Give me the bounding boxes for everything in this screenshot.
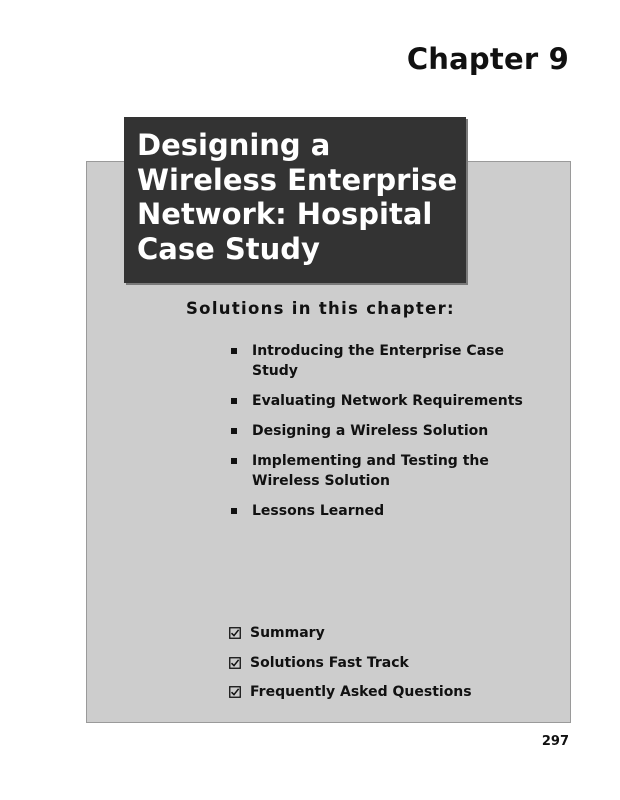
solutions-list-item-text: Introducing the Enterprise Case Study bbox=[252, 343, 504, 379]
solutions-list-item bbox=[230, 501, 550, 521]
checklist-item bbox=[229, 653, 549, 673]
checklist-item-text: Summary bbox=[250, 625, 325, 641]
square-bullet-icon bbox=[231, 348, 237, 354]
checkbox-checked-icon bbox=[229, 627, 241, 639]
chapter-title-line: Network: Hospital bbox=[137, 197, 433, 231]
checklist-item-text: Frequently Asked Questions bbox=[250, 684, 472, 700]
square-bullet-icon bbox=[231, 398, 237, 404]
checklist-item bbox=[229, 623, 549, 643]
solutions-list-item-text: Lessons Learned bbox=[252, 503, 385, 519]
square-bullet-icon bbox=[231, 458, 237, 464]
chapter-title-box bbox=[124, 117, 466, 283]
solutions-list bbox=[230, 341, 550, 531]
checklist-item-text: Solutions Fast Track bbox=[250, 654, 409, 671]
chapter-label: Chapter 9 bbox=[406, 42, 569, 76]
checklist bbox=[229, 623, 549, 712]
solutions-list-item bbox=[230, 451, 550, 491]
page-number: 297 bbox=[541, 734, 569, 749]
checkbox-checked-icon bbox=[229, 657, 241, 669]
chapter-title-line: Designing a bbox=[137, 128, 331, 162]
solutions-list-item bbox=[230, 421, 550, 441]
solutions-list-item bbox=[230, 391, 550, 411]
chapter-title-line: Wireless Enterprise bbox=[137, 162, 458, 197]
square-bullet-icon bbox=[231, 508, 237, 514]
solutions-heading: Solutions in this chapter: bbox=[186, 299, 455, 318]
checkbox-checked-icon bbox=[229, 686, 241, 698]
chapter-title-line: Case Study bbox=[137, 231, 320, 266]
solutions-list-item-text: Implementing and Testing the Wireless Solution bbox=[252, 453, 489, 489]
solutions-list-item bbox=[230, 341, 550, 381]
square-bullet-icon bbox=[231, 428, 237, 434]
checklist-item bbox=[229, 682, 549, 702]
solutions-list-item-text: Evaluating Network Requirements bbox=[252, 393, 523, 409]
solutions-list-item-text: Designing a Wireless Solution bbox=[252, 423, 489, 439]
